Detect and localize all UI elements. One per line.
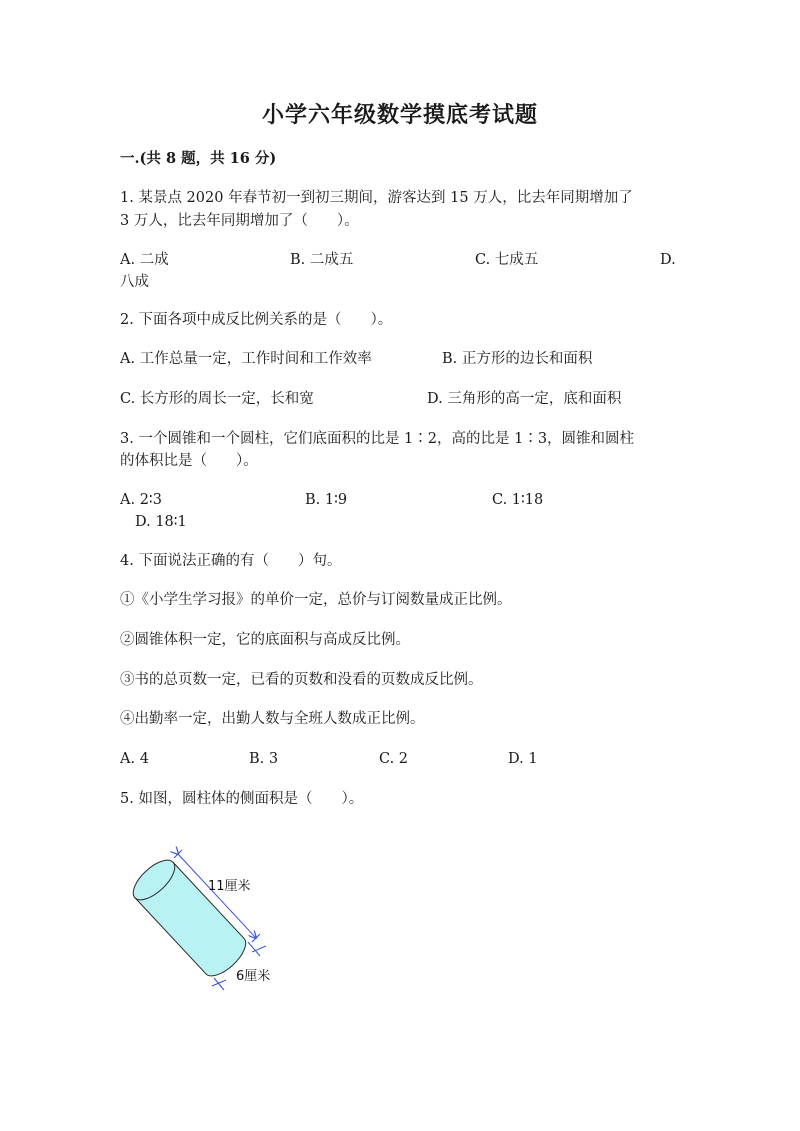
question-2-option-a: A. 工作总量一定，工作时间和工作效率 (120, 351, 372, 367)
diameter-label: 6厘米 (236, 969, 271, 984)
question-3-option-b: B. 1∶9 (305, 492, 348, 508)
question-1-option-d-text: 八成 (120, 274, 149, 290)
question-2-option-c: C. 长方形的周长一定，长和宽 (120, 391, 314, 407)
question-4-option-a: A. 4 (120, 751, 149, 767)
question-4-statement-2: ②圆锥体积一定，它的底面积与高成反比例。 (120, 632, 410, 648)
question-5-stem: 5. 如图，圆柱体的侧面积是（ ）。 (120, 791, 364, 807)
question-4-statement-3: ③书的总页数一定，已看的页数和没看的页数成反比例。 (120, 672, 483, 688)
question-1-option-b: B. 二成五 (290, 252, 354, 268)
question-3-option-d: D. 18∶1 (135, 514, 187, 530)
question-3-option-c: C. 1∶18 (492, 492, 544, 508)
question-4-option-c: C. 2 (379, 751, 409, 767)
question-1-stem-line2: 3 万人，比去年同期增加了（ ）。 (120, 213, 359, 229)
question-1-option-a: A. 二成 (120, 252, 169, 268)
question-4-stem: 4. 下面说法正确的有（ ）句。 (120, 553, 342, 569)
cylinder-figure (120, 838, 300, 1008)
cylinder-shape (127, 853, 252, 982)
question-3-stem-line1: 3. 一个圆锥和一个圆柱，它们底面积的比是 1∶2，高的比是 1∶3，圆锥和圆柱 (120, 431, 635, 447)
question-4-statement-1: ①《小学生学习报》的单价一定，总价与订阅数量成正比例。 (120, 592, 512, 608)
question-1-option-d: D. (660, 252, 676, 268)
question-4-option-d: D. 1 (508, 751, 538, 767)
question-1-option-c: C. 七成五 (475, 252, 539, 268)
section-heading: 一.(共 8 题，共 16 分) (120, 150, 277, 167)
question-3-option-a: A. 2∶3 (120, 492, 162, 508)
question-2-option-d: D. 三角形的高一定，底和面积 (427, 391, 622, 407)
question-4-option-b: B. 3 (249, 751, 279, 767)
question-1-stem-line1: 1. 某景点 2020 年春节初一到初三期间，游客达到 15 万人，比去年同期增加了 (120, 190, 633, 206)
length-label: 11厘米 (208, 879, 251, 894)
question-2-option-b: B. 正方形的边长和面积 (442, 351, 593, 367)
page-title: 小学六年级数学摸底考试题 (261, 102, 538, 128)
question-2-stem: 2. 下面各项中成反比例关系的是（ ）。 (120, 312, 393, 328)
question-3-stem-line2: 的体积比是（ ）。 (120, 453, 258, 469)
question-4-statement-4: ④出勤率一定，出勤人数与全班人数成正比例。 (120, 711, 425, 727)
